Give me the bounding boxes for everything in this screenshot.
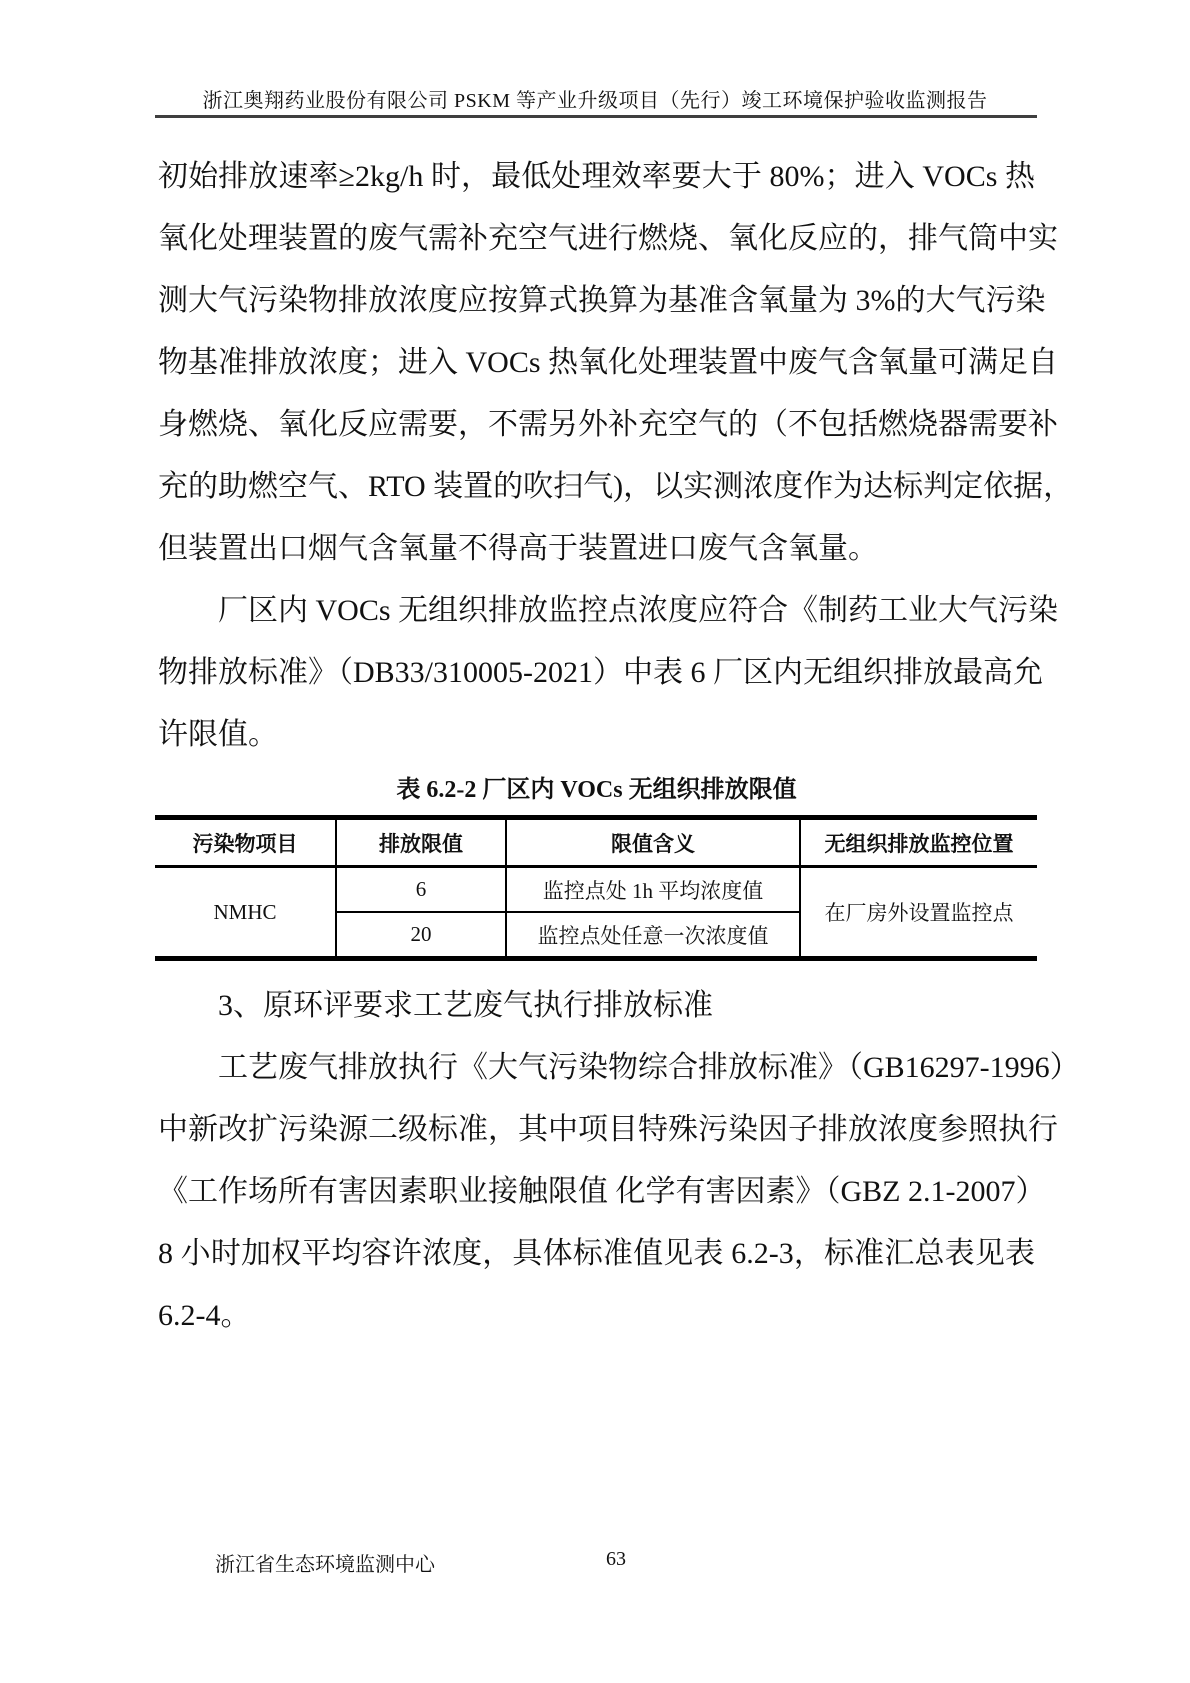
text-line: 工艺废气排放执行《大气污染物综合排放标准》（GB16297-1996） xyxy=(218,1051,1080,1084)
table-caption: 表 6.2-2 厂区内 VOCs 无组织排放限值 xyxy=(396,777,797,803)
table-header-row xyxy=(155,818,1037,867)
text-line: 中新改扩污染源二级标准，其中项目特殊污染因子排放浓度参照执行 xyxy=(158,1113,1058,1146)
meaning-cell-once: 监控点处任意一次浓度值 xyxy=(506,912,800,959)
limit-cell-once: 20 xyxy=(336,912,506,959)
text-line: 但装置出口烟气含氧量不得高于装置进口废气含氧量。 xyxy=(158,532,878,565)
text-line: 身燃烧、氧化反应需要，不需另外补充空气的（不包括燃烧器需要补 xyxy=(158,408,1058,441)
body-paragraph-4 xyxy=(158,1037,1080,1347)
text-line: 许限值。 xyxy=(158,718,278,751)
text-line: 8 小时加权平均容许浓度，具体标准值见表 6.2-3，标准汇总表见表 xyxy=(158,1237,1035,1270)
text-line: 《工作场所有害因素职业接触限值 化学有害因素》（GBZ 2.1-2007） xyxy=(158,1175,1046,1208)
body-paragraph-2 xyxy=(158,580,1059,766)
text-line: 测大气污染物排放浓度应按算式换算为基准含氧量为 3%的大气污染 xyxy=(158,284,1046,317)
page-header-title: 浙江奥翔药业股份有限公司 PSKM 等产业升级项目（先行）竣工环境保护验收监测报告 xyxy=(202,90,988,112)
footer-page-number: 63 xyxy=(606,1548,626,1570)
text-line: 初始排放速率≥2kg/h 时，最低处理效率要大于 80%；进入 VOCs 热 xyxy=(158,160,1035,193)
header-monitoring-location: 无组织排放监控位置 xyxy=(800,818,1037,867)
text-line: 厂区内 VOCs 无组织排放监控点浓度应符合《制药工业大气污染 xyxy=(218,594,1059,627)
vocs-fugitive-emission-limits-table xyxy=(155,815,1037,961)
monitoring-location-cell: 在厂房外设置监控点 xyxy=(800,867,1037,959)
text-line: 氧化处理装置的废气需补充空气进行燃烧、氧化反应的，排气筒中实 xyxy=(158,222,1058,255)
text-line: 6.2-4。 xyxy=(158,1299,251,1332)
header-pollutant-item: 污染物项目 xyxy=(155,818,336,867)
text-line: 充的助燃空气、RTO 装置的吹扫气)，以实测浓度作为达标判定依据， xyxy=(158,470,1074,503)
meaning-cell-hourly: 监控点处 1h 平均浓度值 xyxy=(506,867,800,913)
body-paragraph-1 xyxy=(158,146,1074,580)
header-limit-meaning: 限值含义 xyxy=(506,818,800,867)
section-heading: 3、原环评要求工艺废气执行排放标准 xyxy=(218,989,713,1022)
header-emission-limit: 排放限值 xyxy=(336,818,506,867)
pollutant-cell: NMHC xyxy=(213,899,277,924)
header-rule xyxy=(155,115,1037,118)
text-line: 物基准排放浓度；进入 VOCs 热氧化处理装置中废气含氧量可满足自 xyxy=(158,346,1059,379)
table-row xyxy=(155,867,1037,913)
footer-org: 浙江省生态环境监测中心 xyxy=(215,1554,435,1576)
text-line: 物排放标准》（DB33/310005-2021）中表 6 厂区内无组织排放最高允 xyxy=(158,656,1043,689)
limit-cell-hourly: 6 xyxy=(336,867,506,913)
